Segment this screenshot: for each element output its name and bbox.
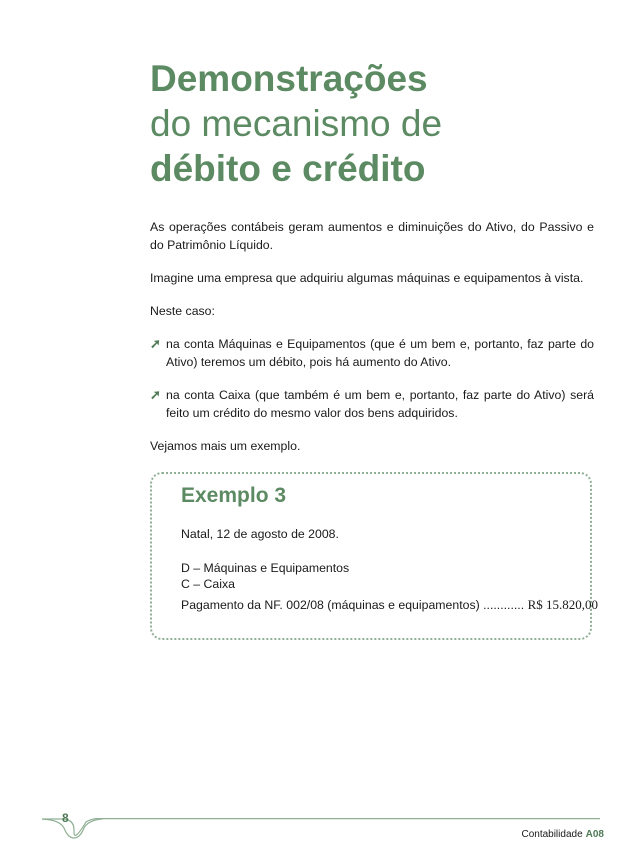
example-credit: C – Caixa: [181, 577, 235, 591]
outro-paragraph: Vejamos mais um exemplo.: [150, 439, 301, 453]
bullet-text: na conta Caixa (que também é um bem e, portanto, faz parte do Ativo) será feito um crédito do mesmo valor dos bens adquiridos.: [166, 388, 594, 420]
arrow-up-right-icon: ➚: [150, 336, 161, 351]
arrow-up-right-icon: ➚: [150, 387, 161, 402]
body-text: [150, 218, 594, 470]
bullet-item: [150, 335, 594, 371]
case-label: Neste caso:: [150, 304, 215, 318]
setup-paragraph: Imagine uma empresa que adquiriu algumas máquinas e equipamentos à vista.: [150, 271, 584, 285]
footer-code: A08: [585, 829, 604, 840]
example-title: Exemplo 3: [181, 484, 287, 507]
bullet-item: [150, 386, 594, 422]
page-title: [150, 56, 610, 191]
title-line-2: do mecanismo de: [150, 103, 443, 144]
example-description: Pagamento da NF. 002/08 (máquinas e equipamentos) ............: [181, 598, 525, 612]
title-line-1: Demonstrações: [150, 58, 428, 99]
example-entry: [181, 597, 598, 613]
footer-label: [521, 829, 604, 840]
page-number: 8: [62, 811, 69, 825]
example-amount: R$ 15.820,00: [527, 597, 598, 612]
example-debit: D – Máquinas e Equipamentos: [181, 561, 350, 575]
example-date: Natal, 12 de agosto de 2008.: [181, 527, 339, 541]
bullet-text: na conta Máquinas e Equipamentos (que é um bem e, portanto, faz parte do Ativo) teremos um débito, pois há aumento do Ativo.: [166, 337, 594, 369]
intro-paragraph: As operações contábeis geram aumentos e diminuições do Ativo, do Passivo e do Patrimônio Líquido.: [150, 220, 594, 252]
title-line-3: débito e crédito: [150, 148, 426, 189]
footer-course: Contabilidade: [521, 829, 583, 840]
